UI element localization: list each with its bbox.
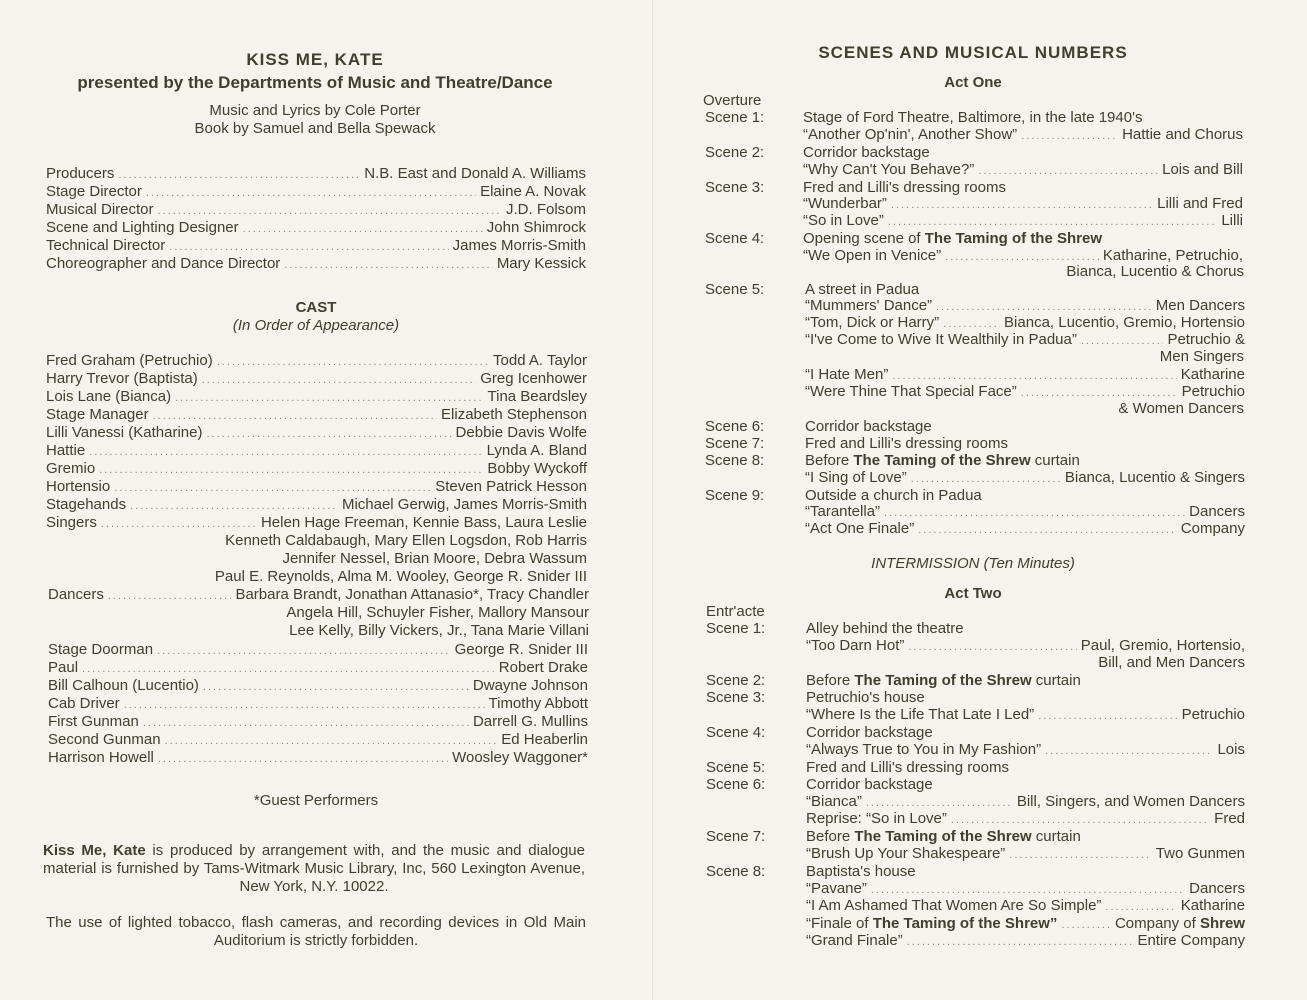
cast-role: Cab Driver — [48, 695, 120, 712]
musical-number: “Mummers' Dance” ..... Men Dancers — [805, 297, 1245, 316]
cast-role: Harry Trevor (Baptista) — [46, 370, 198, 387]
intermission-note: INTERMISSION (Ten Minutes) — [871, 555, 1075, 572]
musical-number: “I Sing of Love” ..... Bianca, Lucentio & Singers — [805, 469, 1245, 488]
cast-row — [46, 388, 587, 407]
cast-row — [48, 641, 588, 660]
staff-role: Musical Director — [46, 201, 154, 218]
cast-role: Fred Graham (Petruchio) — [46, 352, 213, 369]
cast-name: Steven Patrick Hesson — [435, 478, 587, 495]
staff-role: Producers — [46, 165, 115, 182]
cast-role: Bill Calhoun (Lucentio) — [48, 677, 199, 694]
number-continued: Bianca, Lucentio & Chorus — [1066, 263, 1244, 280]
scene-setting: Fred and Lilli's dressing rooms — [806, 759, 1009, 776]
presenter-line: presented by the Departments of Music and Theatre/Dance — [77, 73, 553, 92]
scene-label: Scene 7: — [705, 435, 765, 452]
scene-label: Scene 5: — [706, 759, 766, 776]
singers-continued: Kenneth Caldabaugh, Mary Ellen Logsdon, Rob Harris — [225, 532, 587, 549]
scene-setting: Petruchio's house — [806, 689, 925, 706]
cast-name: Todd A. Taylor — [493, 352, 587, 369]
musical-number: “I Hate Men” ..... Katharine — [805, 366, 1245, 385]
scene-setting: Opening scene of The Taming of the Shrew — [803, 230, 1102, 247]
musical-number: “Always True to You in My Fashion” ..... Lois — [806, 741, 1245, 760]
musical-number: “We Open in Venice” ..... Katharine, Petruchio, — [803, 247, 1243, 266]
scene-setting: Alley behind the theatre — [806, 620, 964, 637]
cast-row — [46, 352, 587, 371]
shrew-title: The Taming of the Shrew — [924, 230, 1102, 247]
scene-label: Scene 4: — [705, 230, 765, 247]
musical-number: “Were Thine That Special Face” ..... Petruchio — [805, 383, 1245, 402]
cast-name: George R. Snider III — [454, 641, 588, 658]
guest-performers-note: *Guest Performers — [253, 792, 379, 809]
musical-number: “Tom, Dick or Harry” ..... Bianca, Lucentio, Gremio, Hortensio — [805, 314, 1245, 333]
cast-role: Stage Doorman — [48, 641, 154, 658]
cast-row — [46, 460, 587, 479]
cast-subheading: (In Order of Appearance) — [232, 317, 400, 334]
cast-role: First Gunman — [48, 713, 139, 730]
cast-role: Singers — [46, 514, 97, 531]
scene-label: Scene 6: — [705, 418, 765, 435]
musical-number: “Wunderbar” ..... Lilli and Fred — [803, 195, 1243, 214]
cast-heading: CAST — [295, 299, 337, 316]
musical-number: Reprise: “So in Love” ..... Fred — [806, 810, 1245, 829]
cast-role: Harrison Howell — [48, 749, 154, 766]
book-credit: Book by Samuel and Bella Spewack — [194, 120, 436, 137]
staff-row — [46, 165, 586, 184]
cast-row — [48, 713, 588, 732]
staff-role: Technical Director — [46, 237, 166, 254]
cast-row — [48, 731, 588, 750]
cast-row — [46, 496, 587, 515]
musical-number: “Tarantella” ..... Dancers — [805, 503, 1245, 522]
cast-name: Woosley Waggoner* — [452, 749, 588, 766]
scene-label: Scene 2: — [706, 672, 766, 689]
cast-row — [46, 424, 587, 443]
scene-setting: Corridor backstage — [803, 144, 930, 161]
act-one-heading: Act One — [944, 74, 1002, 91]
cast-role: Hortensio — [46, 478, 111, 495]
cast-role: Lilli Vanessi (Katharine) — [46, 424, 203, 441]
staff-name: James Morris-Smith — [452, 237, 586, 254]
scene-setting: A street in Padua — [805, 281, 920, 298]
cast-role: Hattie — [46, 442, 86, 459]
singers-continued: Paul E. Reynolds, Alma M. Wooley, George R. Snider III — [214, 568, 587, 585]
cast-role: Stagehands — [46, 496, 127, 513]
scene-label: Scene 1: — [706, 620, 766, 637]
scene-setting: Baptista's house — [806, 863, 916, 880]
cast-row — [48, 749, 588, 768]
scene-setting: Corridor backstage — [805, 418, 932, 435]
staff-name: J.D. Folsom — [505, 201, 586, 218]
staff-name: Mary Kessick — [496, 255, 586, 272]
left-page — [0, 0, 653, 1000]
arrangement-text: is produced by arrangement with, and the music and dialogue material is furnished by Tams-Witmark Music Library, Inc, 560 Lexington Avenue, New York, N.Y. 10022. — [43, 842, 585, 895]
cast-name: Barbara Brandt, Jonathan Attanasio*, Tracy Chandler — [235, 586, 589, 603]
cast-role: Dancers — [48, 586, 104, 603]
musical-number: “Act One Finale” ..... Company — [805, 520, 1245, 539]
cast-row — [46, 406, 587, 425]
cast-role: Second Gunman — [48, 731, 161, 748]
act-two-heading: Act Two — [944, 585, 1002, 602]
scene-label: Scene 3: — [705, 179, 765, 196]
staff-row — [46, 201, 586, 220]
staff-row — [46, 219, 586, 238]
cast-name: Robert Drake — [498, 659, 588, 676]
scene-label: Scene 2: — [705, 144, 765, 161]
musical-number: “Brush Up Your Shakespeare” ..... Two Gunmen — [806, 845, 1245, 864]
scene-label: Scene 6: — [706, 776, 766, 793]
number-continued: Men Singers — [1159, 348, 1244, 365]
number-continued: Bill, and Men Dancers — [1098, 654, 1245, 671]
musical-number: “I've Come to Wive It Wealthily in Padua” ..... Petruchio & — [805, 331, 1245, 350]
overture-label: Overture — [703, 92, 762, 109]
scene-label: Scene 4: — [706, 724, 766, 741]
staff-row — [46, 255, 586, 274]
scene-label: Scene 3: — [706, 689, 766, 706]
scene-setting: Before The Taming of the Shrew curtain — [806, 828, 1081, 845]
musical-number: “Where Is the Life That Late I Led” ..... Petruchio — [806, 706, 1245, 725]
staff-name: John Shimrock — [486, 219, 586, 236]
scene-label: Scene 8: — [706, 863, 766, 880]
cast-name: Timothy Abbott — [488, 695, 588, 712]
number-continued: & Women Dancers — [1118, 400, 1244, 417]
scene-setting: Fred and Lilli's dressing rooms — [803, 179, 1006, 196]
musical-number: “Too Darn Hot” ..... Paul, Gremio, Hortensio, — [806, 637, 1245, 656]
cast-name: Bobby Wyckoff — [487, 460, 587, 477]
scene-setting: Before The Taming of the Shrew curtain — [805, 452, 1080, 469]
cast-row — [48, 677, 588, 696]
cast-row — [48, 659, 588, 678]
scene-label: Scene 9: — [705, 487, 765, 504]
cast-row — [46, 370, 587, 389]
staff-name: N.B. East and Donald A. Williams — [364, 165, 586, 182]
scene-label: Scene 8: — [705, 452, 765, 469]
cast-role: Paul — [48, 659, 79, 676]
cast-name: Debbie Davis Wolfe — [455, 424, 587, 441]
prohibition-notice: The use of lighted tobacco, flash cameras, and recording devices in Old Main Auditorium is strictly forbidden. — [46, 914, 586, 949]
cast-role: Gremio — [46, 460, 96, 477]
show-name-bold: Kiss Me, Kate — [43, 842, 146, 859]
scene-setting: Outside a church in Padua — [805, 487, 982, 504]
cast-name: Dwayne Johnson — [472, 677, 588, 694]
musical-number: “Another Op'nin', Another Show” ..... Hattie and Chorus — [803, 126, 1243, 145]
show-title: KISS ME, KATE — [246, 50, 384, 69]
musical-number: “Why Can't You Behave?” ..... Lois and Bill — [803, 161, 1243, 180]
staff-role: Scene and Lighting Designer — [46, 219, 239, 236]
staff-row — [46, 183, 586, 202]
musical-number: “Finale of The Taming of the Shrew” ..... Company of Shrew — [806, 915, 1245, 934]
musical-number: “I Am Ashamed That Women Are So Simple” ..... Katharine — [806, 897, 1245, 916]
staff-row — [46, 237, 586, 256]
scene-label: Scene 5: — [705, 281, 765, 298]
cast-row — [46, 514, 587, 533]
scene-setting: Corridor backstage — [806, 724, 933, 741]
music-credit: Music and Lyrics by Cole Porter — [209, 102, 421, 119]
arrangement-notice — [43, 842, 585, 896]
musical-number: “Pavane” ..... Dancers — [806, 880, 1245, 899]
right-page — [653, 0, 1307, 1000]
scene-setting: Corridor backstage — [806, 776, 933, 793]
musical-number: “Grand Finale” ..... Entire Company — [806, 932, 1245, 951]
scene-label: Scene 1: — [705, 109, 765, 126]
scenes-title: SCENES AND MUSICAL NUMBERS — [818, 43, 1128, 62]
cast-row — [46, 442, 587, 461]
scene-setting: Stage of Ford Theatre, Baltimore, in the late 1940's — [803, 109, 1143, 126]
cast-name: Helen Hage Freeman, Kennie Bass, Laura Leslie — [260, 514, 587, 531]
cast-name: Ed Heaberlin — [501, 731, 588, 748]
dancers-continued: Angela Hill, Schuyler Fisher, Mallory Mansour — [286, 604, 589, 621]
singers-continued: Jennifer Nessel, Brian Moore, Debra Wassum — [282, 550, 587, 567]
dancers-continued: Lee Kelly, Billy Vickers, Jr., Tana Marie Villani — [289, 622, 589, 639]
scene-setting: Before The Taming of the Shrew curtain — [806, 672, 1081, 689]
musical-number: “Bianca” ..... Bill, Singers, and Women Dancers — [806, 793, 1245, 812]
cast-name: Darrell G. Mullins — [472, 713, 588, 730]
cast-name: Lynda A. Bland — [486, 442, 587, 459]
cast-role: Lois Lane (Bianca) — [46, 388, 172, 405]
cast-name: Tina Beardsley — [487, 388, 587, 405]
staff-role: Stage Director — [46, 183, 142, 200]
cast-row — [48, 695, 588, 714]
staff-name: Elaine A. Novak — [480, 183, 586, 200]
entracte-label: Entr'acte — [706, 603, 765, 620]
cast-name: Greg Icenhower — [480, 370, 587, 387]
scene-label: Scene 7: — [706, 828, 766, 845]
cast-role: Stage Manager — [46, 406, 149, 423]
cast-name: Michael Gerwig, James Morris-Smith — [341, 496, 587, 513]
staff-role: Choreographer and Dance Director — [46, 255, 281, 272]
cast-row-dancers — [48, 586, 589, 605]
cast-name: Elizabeth Stephenson — [441, 406, 587, 423]
cast-row — [46, 478, 587, 497]
musical-number: “So in Love” ..... Lilli — [803, 212, 1243, 231]
scene-setting: Fred and Lilli's dressing rooms — [805, 435, 1008, 452]
